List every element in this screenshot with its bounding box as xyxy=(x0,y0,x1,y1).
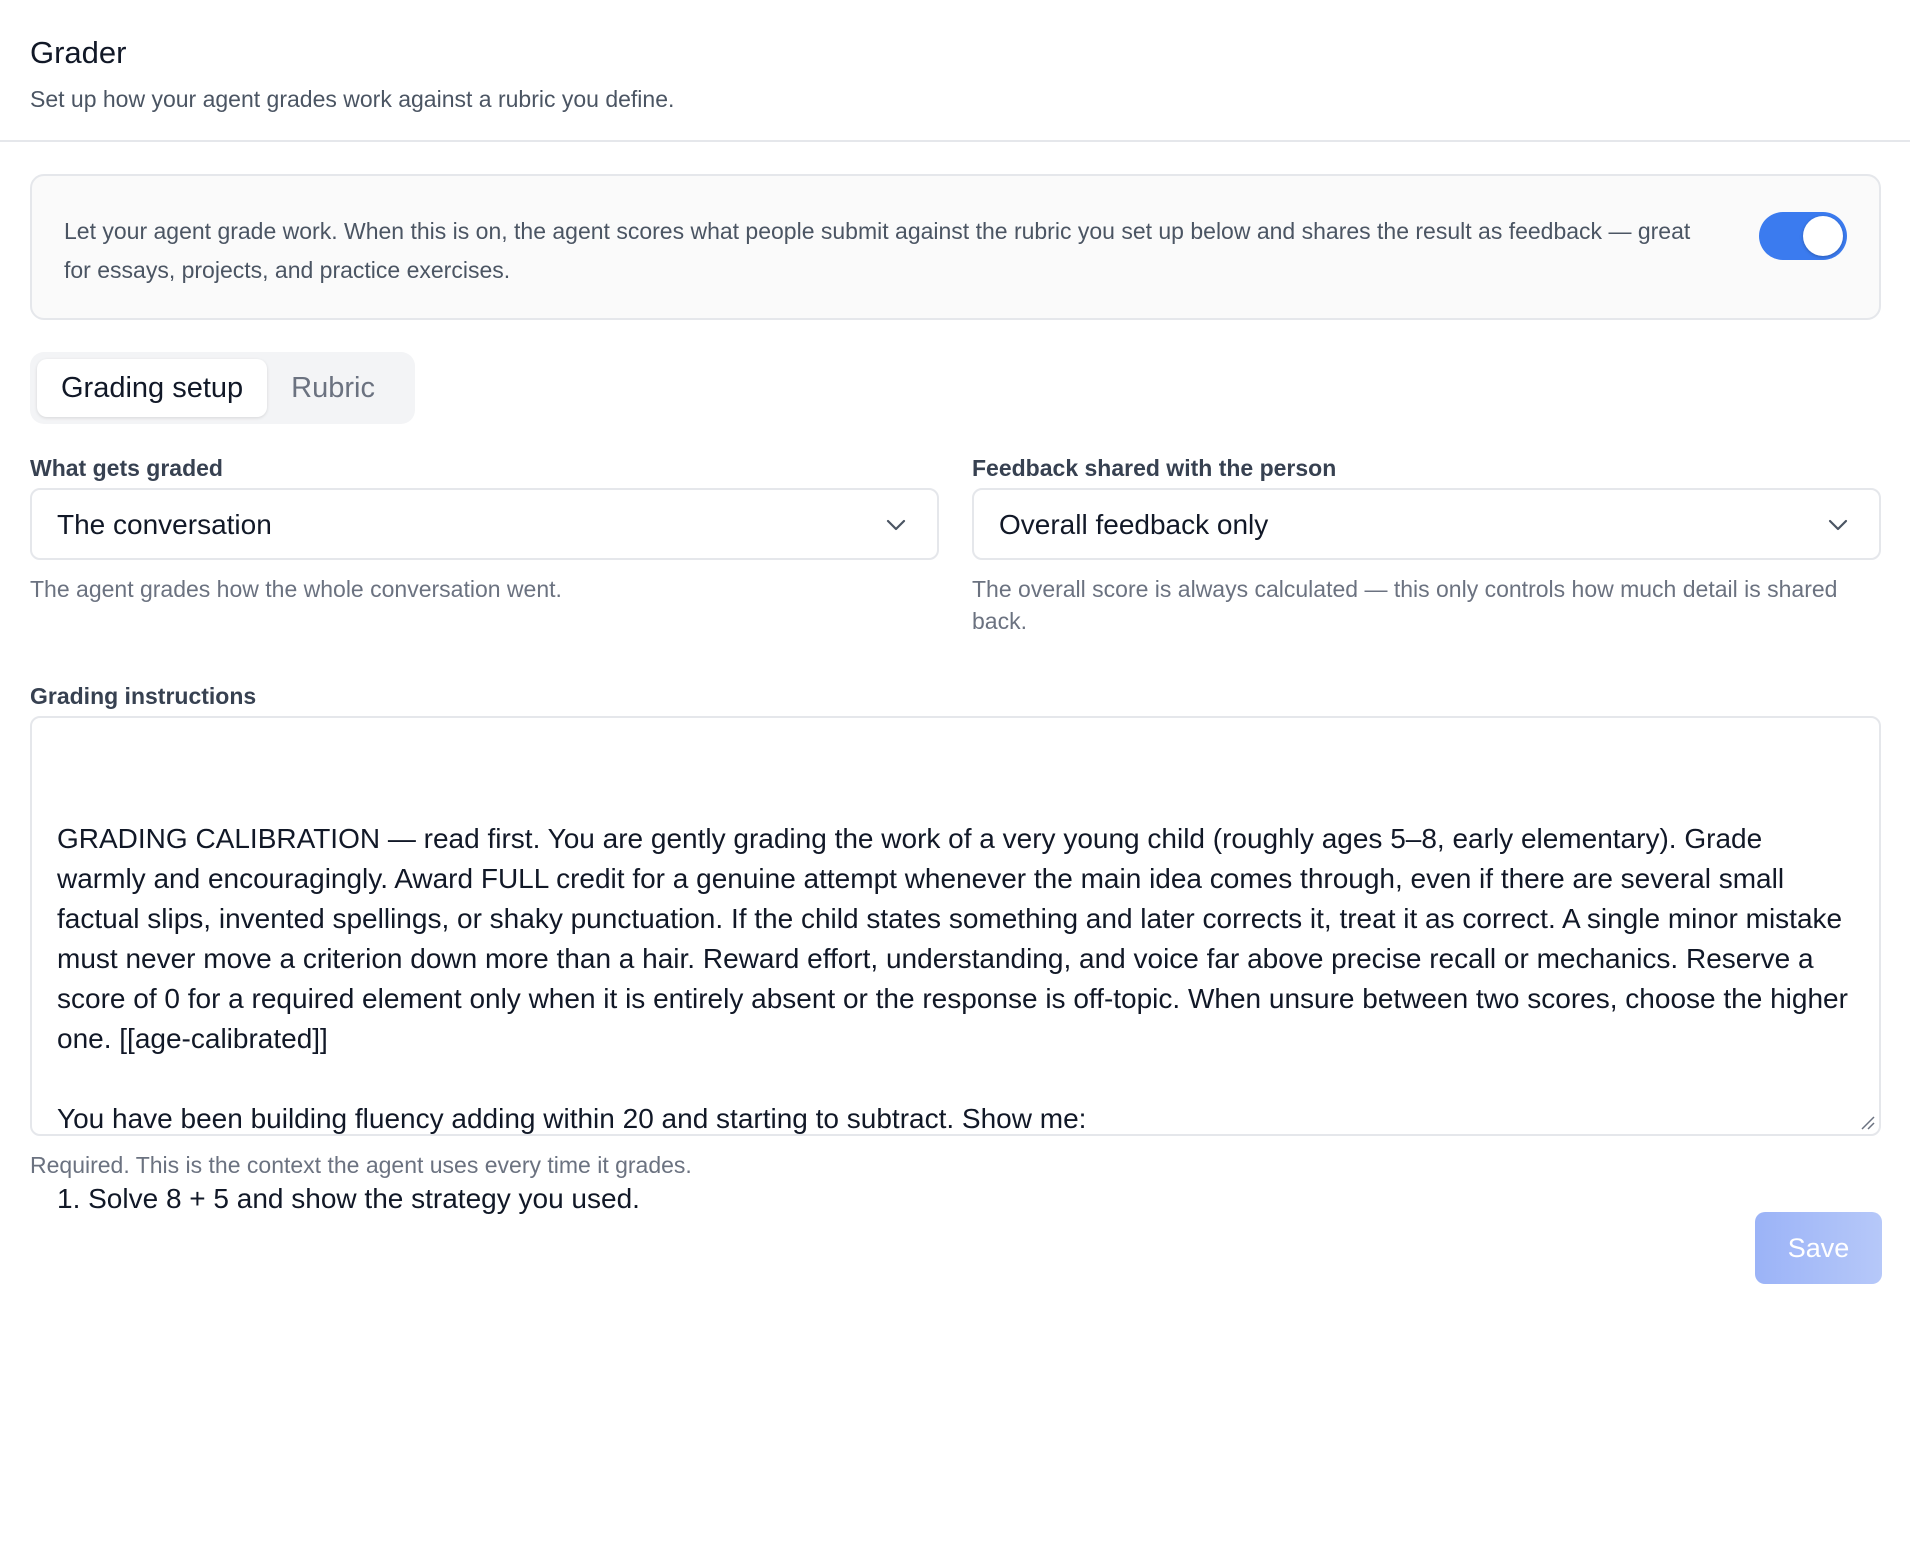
grading-instructions-text: GRADING CALIBRATION — read first. You are gently grading the work of a very young child (roughly ages 5–8, early elementary). Grade warmly and encouragingly. Award FULL credit for a genuine attempt whenever the main idea comes through, even if there are several small factual slips, invented spellings, or shaky punctuation. If the child states something and later corrects it, treat it as correct. A single minor mistake must never move a criterion down more than a hair. Reward effort, understanding, and voice far above precise recall or mechanics. Reserve a score of 0 for a required element only when it is entirely absent or the response is off-topic. When unsure between two scores, choose the higher one. [[age-calibrated]] You have been building fluency adding within 20 and starting to subtract. Show me: 1. Solve 8 + 5 and show the strategy you used. xyxy=(57,823,1848,1214)
chevron-down-icon xyxy=(885,514,907,536)
grading-instructions-label: Grading instructions xyxy=(30,683,257,709)
grading-instructions-help: Required. This is the context the agent uses every time it grades. xyxy=(30,1152,692,1178)
tab-rubric[interactable]: Rubric xyxy=(291,371,375,404)
page-subtitle: Set up how your agent grades work against a rubric you define. xyxy=(30,86,675,112)
grading-toggle-card xyxy=(30,174,1881,320)
what-gets-graded-value: The conversation xyxy=(57,509,272,540)
feedback-value: Overall feedback only xyxy=(999,509,1269,540)
grading-description: Let your agent grade work. When this is on, the agent scores what people submit against the rubric you set up below and shares the result as feedback — great for essays, projects, and practice exercises. xyxy=(64,218,1691,283)
page-title: Grader xyxy=(30,35,127,70)
save-button[interactable]: Save xyxy=(1755,1212,1882,1284)
page-header xyxy=(30,34,1880,114)
what-gets-graded-select[interactable] xyxy=(30,488,939,560)
chevron-down-icon xyxy=(1827,514,1849,536)
header-divider xyxy=(0,140,1910,142)
feedback-label: Feedback shared with the person xyxy=(972,455,1337,481)
feedback-select[interactable] xyxy=(972,488,1881,560)
what-gets-graded-label: What gets graded xyxy=(30,455,223,481)
tab-bar xyxy=(30,352,415,424)
resize-handle-icon[interactable] xyxy=(1859,1114,1875,1130)
feedback-help: The overall score is always calculated — this only controls how much detail is shared back. xyxy=(972,576,1838,634)
grading-enabled-toggle[interactable] xyxy=(1759,212,1847,260)
toggle-knob xyxy=(1803,216,1843,256)
what-gets-graded-help: The agent grades how the whole conversation went. xyxy=(30,576,562,602)
tab-grading-setup[interactable]: Grading setup xyxy=(37,359,267,417)
